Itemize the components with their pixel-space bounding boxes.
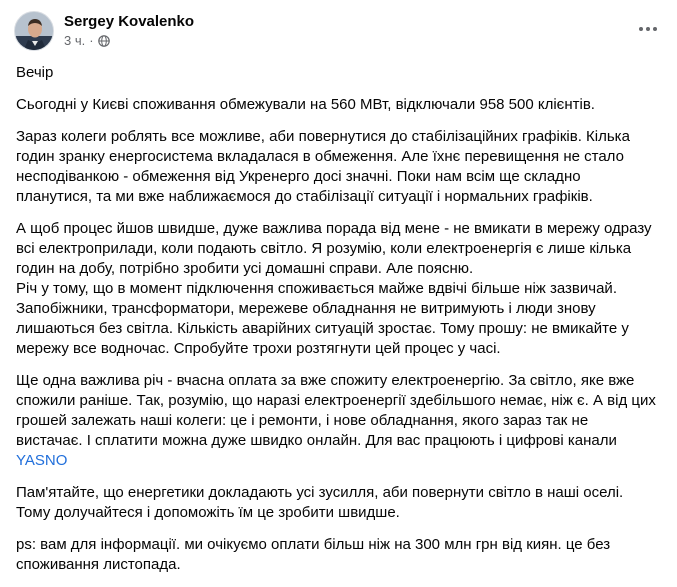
yasno-link[interactable]: YASNO [16,452,68,469]
post-paragraph [16,371,656,471]
post-paragraph: ps: вам для інформації. ми очікуємо оплати більш ніж на 300 млн грн від киян. це без споживання листопада. [16,536,611,573]
post-paragraph-text: Ще одна важлива річ - вчасна оплата за вже спожиту електроенергію. За світло, яке вже спожили раніше. Так, розумію, що наразі електроенергії здебільшого немає, ніж є. А від цих грошей залежать наші колеги: це і ремонти, і нове обладнання, якого зараз так не вистачає. І сплатити можна дуже швидко онлайн. Для вас працюють і цифрові канали [16,372,656,449]
meta-separator: · [89,33,94,48]
post-paragraph: А щоб процес йшов швидше, дуже важлива порада від мене - не вмикати в мережу одразу всі електроприлади, коли подають світло. Я розумію, коли електроенергія є лише кілька годин на добу, потрібно зробити усі домашні справи. Але поясню. [16,220,652,277]
post-header [14,11,663,55]
post-body [16,63,656,587]
author-name[interactable]: Sergey Kovalenko [64,13,195,30]
more-options-icon[interactable] [633,17,663,41]
post-paragraph: Зараз колеги роблять все можливе, аби повернутися до стабілізаційних графіків. Кілька годин зранку енергосистема вкладалася в обмеження. Але їхнє перевищення не стало несподіванкою - обмеження від Укренерго досі значні. Поки нам всім ще складно планутися, та ми вже наближаємося до стабілізації ситуації і нормальних графіків. [16,128,630,205]
post-meta [64,33,110,48]
avatar-photo [15,12,54,51]
post-time[interactable]: 3 ч. [64,33,86,48]
post-paragraph: Вечір [16,64,54,81]
post-paragraph: Пам'ятайте, що енергетики докладають усі зусилля, аби повернути світло в наші оселі. Тому долучайтеся і допоможіть їм це зробити швидше. [16,484,624,521]
post-paragraph: Сьогодні у Києві споживання обмежували на 560 МВт, відключали 958 500 клієнтів. [16,96,595,113]
globe-icon [98,35,110,47]
post-paragraph: Річ у тому, що в момент підключення споживається майже вдвічі більше ніж зазвичай. Запобіжники, трансформатори, мережеве обладнання не витримують і люди знову лишаються без світла. Кількість аварійних ситуацій зростає. Тому прошу: не вмикайте у мережу все водночас. Спробуйте трохи розтягнути цей процес у часі. [16,280,629,357]
avatar[interactable] [14,11,54,51]
